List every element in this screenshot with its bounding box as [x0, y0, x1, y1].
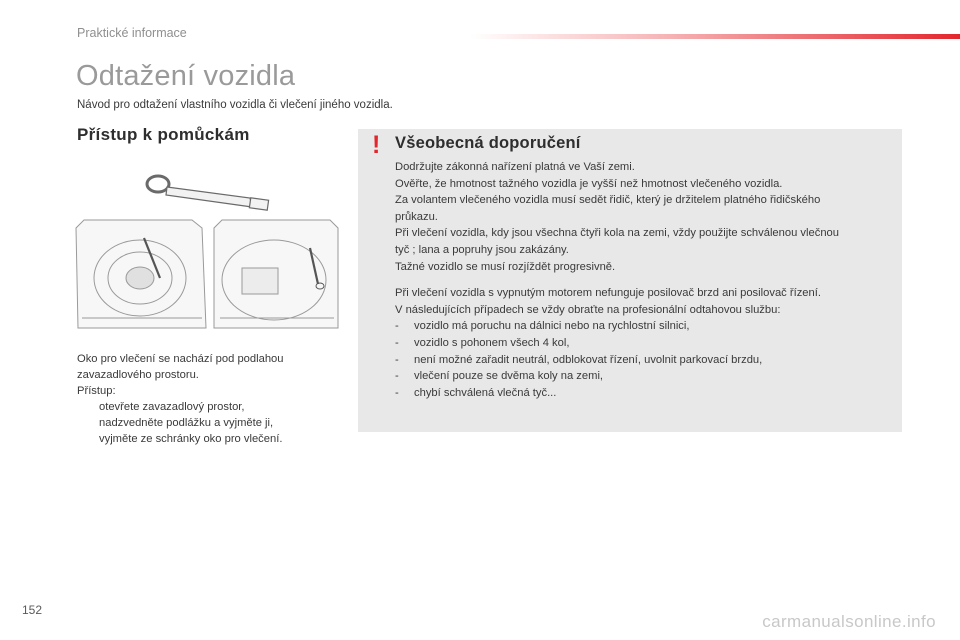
panel-line: průkazu.: [395, 210, 438, 223]
watermark: carmanualsonline.info: [762, 612, 936, 631]
header-accent-rule: [470, 34, 960, 39]
panel-line: Ověřte, že hmotnost tažného vozidla je vyšší než hmotnost vlečeného vozidla.: [395, 177, 783, 190]
dash-item: [395, 352, 895, 369]
dash-mark: -: [395, 353, 399, 366]
dash-item: [395, 385, 895, 402]
bullet-mark-icon: [77, 415, 99, 431]
intro-line: Přístup:: [77, 385, 116, 397]
dash-text: vozidlo má poruchu na dálnici nebo na rychlostní silnici,: [414, 320, 690, 333]
dash-text: není možné zařadit neutrál, odblokovat řízení, uvolnit parkovací brzdu,: [414, 353, 763, 366]
section-heading-access: Přístup k pomůckám: [77, 125, 250, 144]
page-number: 152: [22, 603, 43, 617]
dash-mark: -: [395, 370, 399, 383]
dash-mark: -: [395, 386, 399, 399]
panel-body: [395, 159, 895, 401]
access-instructions: [77, 351, 347, 447]
intro-line: zavazadlového prostoru.: [77, 369, 199, 381]
panel-line: Dodržujte zákonná nařízení platná ve Vaší zemi.: [395, 161, 635, 173]
dash-mark: -: [395, 320, 399, 333]
dash-text: vlečení pouze se dvěma koly na zemi,: [414, 370, 604, 383]
trunk-view-right: [214, 220, 338, 328]
general-recommendations-panel: [358, 129, 902, 432]
bullet-text: vyjměte ze schránky oko pro vlečení.: [99, 433, 283, 445]
dash-mark: -: [395, 336, 399, 349]
page-title: Odtažení vozidla: [76, 60, 296, 92]
intro-line: Oko pro vlečení se nachází pod podlahou: [77, 353, 284, 365]
towing-eye-icon: [147, 176, 269, 210]
dash-item: [395, 368, 895, 385]
trunk-view-left: [76, 220, 206, 328]
bullet-text: otevřete zavazadlový prostor,: [99, 401, 245, 413]
panel-line: Při vlečení vozidla s vypnutým motorem nefunguje posilovač brzd ani posilovač řízení.: [395, 287, 821, 300]
panel-line: Při vlečení vozidla, kdy jsou všechna čtyři kola na zemi, vždy použijte schválenou vlečnou: [395, 227, 839, 240]
dash-item: [395, 318, 895, 335]
bullet-mark-icon: [77, 431, 99, 447]
dash-text: chybí schválená vlečná tyč...: [414, 386, 557, 399]
bullet-item: [77, 415, 347, 431]
header-section-label: Praktické informace: [77, 26, 187, 40]
bullet-mark-icon: [77, 399, 99, 415]
bullet-text: nadzvedněte podlážku a vyjměte ji,: [99, 417, 274, 429]
panel-line: tyč ; lana a popruhy jsou zakázány.: [395, 243, 569, 256]
panel-line: Za volantem vlečeného vozidla musí sedět řidič, který je držitelem platného řidičského: [395, 194, 821, 207]
towing-eye-trunk-illustration: [74, 168, 339, 348]
bullet-item: [77, 431, 347, 447]
bullet-item: [77, 399, 347, 415]
page-subtitle: Návod pro odtažení vlastního vozidla či vlečení jiného vozidla.: [77, 99, 393, 111]
panel-line: Tažné vozidlo se musí rozjíždět progresivně.: [395, 260, 616, 273]
dash-item: [395, 335, 895, 352]
panel-title: Všeobecná doporučení: [395, 134, 581, 152]
exclamation-icon: !: [372, 131, 381, 159]
panel-line: V následujících případech se vždy obraťte na profesionální odtahovou službu:: [395, 303, 781, 316]
dash-text: vozidlo s pohonem všech 4 kol,: [414, 336, 570, 349]
